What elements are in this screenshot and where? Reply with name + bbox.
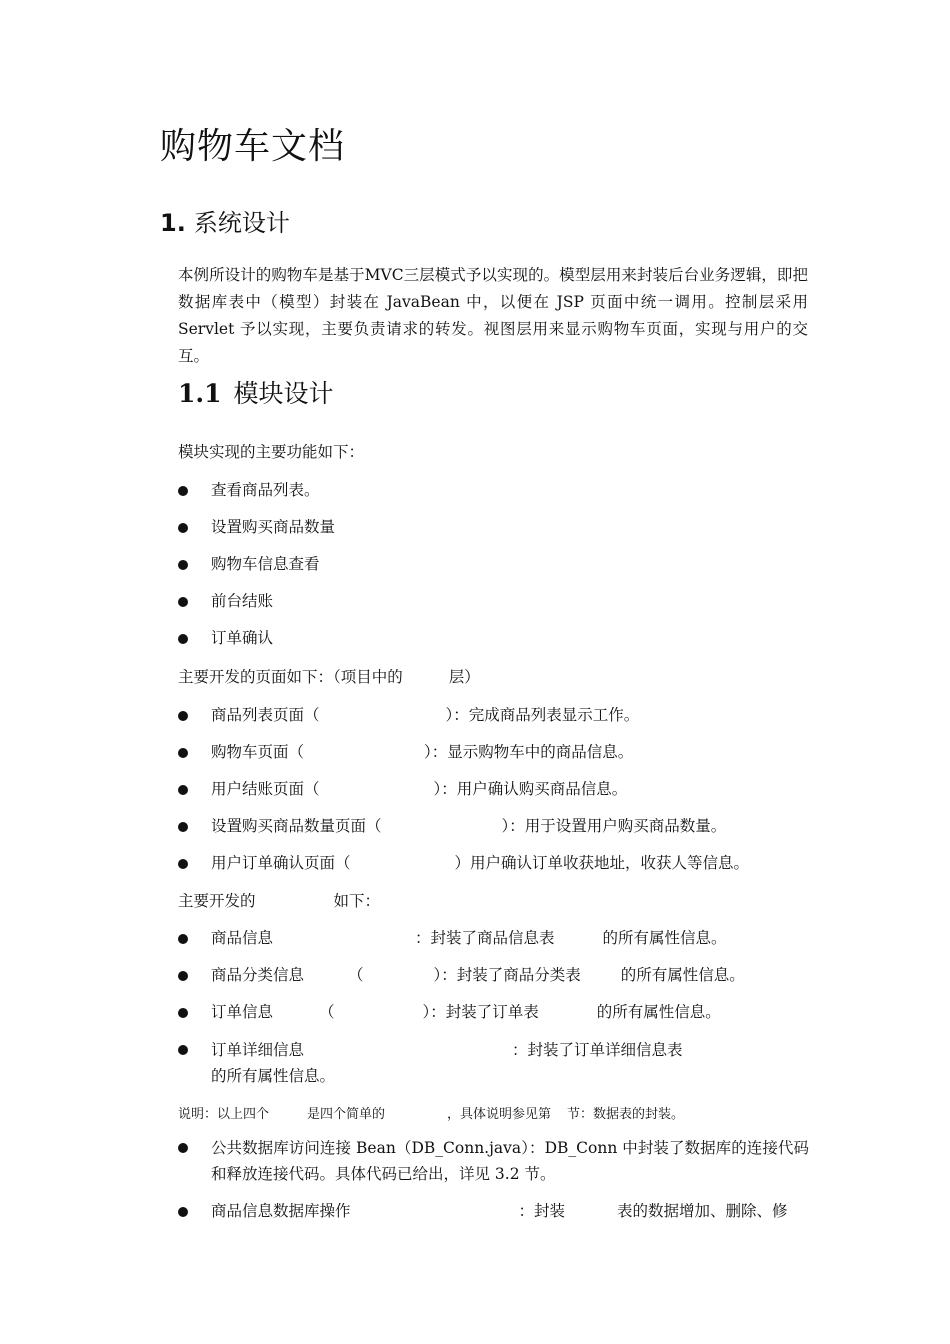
bullet-icon [178,1207,188,1217]
bullet-icon [178,1008,188,1018]
bullet-icon [178,523,188,533]
section-title: 系统设计 [193,209,290,237]
bullet-icon [178,711,188,721]
document-page: 购物车文档 1. 系统设计 本例所设计的购物车是基于MVC三层模式予以实现的。模型层用来封装后台业务逻辑，即把数据库表中（模型）封装在 JavaBean 中，以便在 JSP 页面中统一调用。控制层采用 Servlet 予以实现，主要负责请求的转发。视图层用来显示购物车页面，实现与用户的交互。 1.1 模块设计 模块实现的主要功能如下： 查看商品列表。 设置购买商品数量 购物车信息查看 前台结账 订单确认 主要开发的页面如下：（项目中的 层） 商品列表页面（ ）：完成商品列表显示工作。 购物车页面（ ）：显示购物车中的商品信息。 用户结账页面（ ）：用户确认购买商品信息。 设置购买商品数量页面（ ）：用于设置用户购买商品数量。 用户订单确认页面（ ）用户确认订单收获地址，收获人等信息。 主要开发的 如下： 商品信息 ：封装了商品信息表 的所有属性信息。 商品分类信息 （ ）：封装了商品分类表 的所有属性信息。 订单信息 （ ）：封装了订单表 的所有属性信息。 订单详细信息 ：封装了订单详细信息表 的所有属性信息。 说明：以上四个 是四个简单的 ，具体说明参见第 节：数据表的封装。 公共数据库访问连接 Bean（DB_Conn.java）：DB_Conn 中封装了数据库的连接代码和释放连接代码。具体代码已给出，详见 3.2 节。 商品信息数据库操作 ：封装 表的数据增加、删除、修 [0,0,950,1344]
bullet-icon [178,785,188,795]
bullet-icon [178,1045,188,1055]
bullet-icon [178,859,188,869]
section-number: 1. [160,209,186,237]
bullet-icon [178,597,188,607]
intro-paragraph: 本例所设计的购物车是基于MVC三层模式予以实现的。模型层用来封装后台业务逻辑，即把数据库表中（模型）封装在 JavaBean 中，以便在 JSP 页面中统一调用。控制层采用 Servlet 予以实现，主要负责请求的转发。视图层用来显示购物车页面，实现与用户的交互。 [178,266,808,365]
bullet-icon [178,971,188,981]
features-intro: 模块实现的主要功能如下： [178,443,365,461]
bullet-icon [178,486,188,496]
beans-intro: 主要开发的 如下： [178,892,381,910]
bullet-icon [178,1143,188,1153]
section-heading-1 [160,203,290,238]
bullet-icon [178,934,188,944]
note: 说明：以上四个 是四个简单的 ，具体说明参见第 节：数据表的封装。 [178,1107,685,1122]
bullet-icon [178,560,188,570]
subsection-title: 模块设计 [233,379,334,408]
bullet-icon [178,634,188,644]
pages-intro: 主要开发的页面如下：（项目中的 层） [178,668,480,686]
subsection-number: 1.1 [178,379,222,408]
bullet-icon [178,822,188,832]
section-heading-1-1 [178,374,334,410]
bullet-icon [178,748,188,758]
document-title: 购物车文档 [160,126,346,167]
